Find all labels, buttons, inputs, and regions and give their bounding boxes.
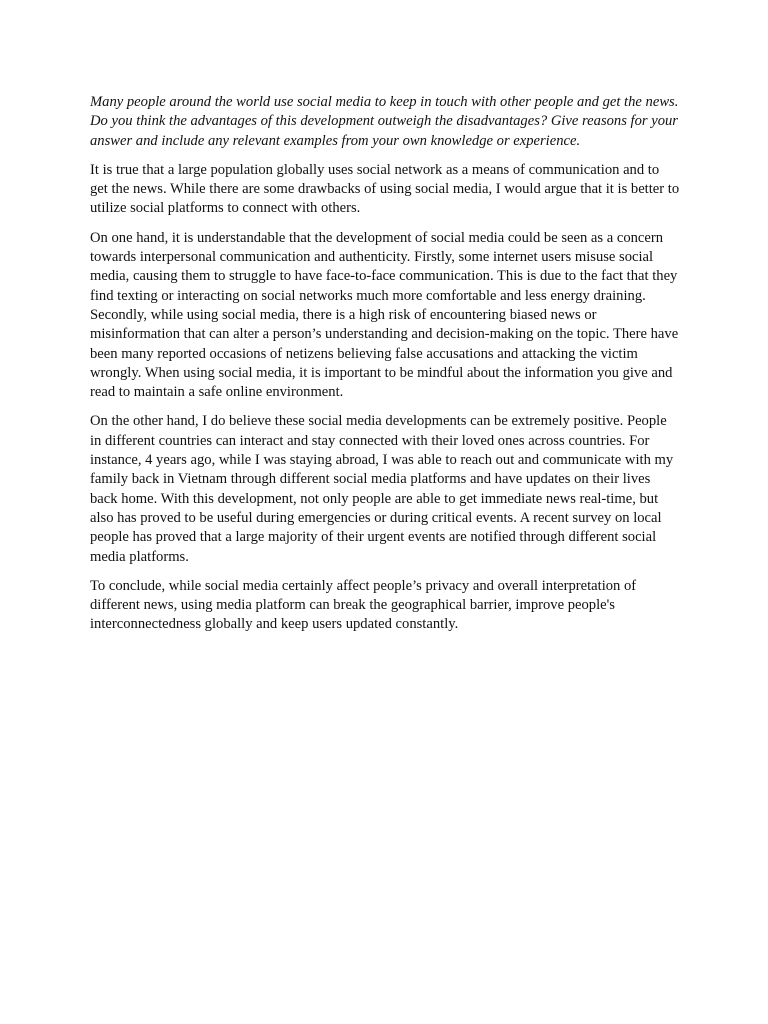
advantages-paragraph: On the other hand, I do believe these social media developments can be extremely positive. People in different countries can interact and stay connected with their loved ones across countries. For instance, 4 years ago, while I was staying abroad, I was able to reach out and communicate with my family back in Vietnam through different social media platforms and have updates on their lives back home. With this development, not only people are able to get immediate news real-time, but also has proved to be useful during emergencies or during critical events. A recent survey on local people has proved that a large majority of their urgent events are notified through different social media platforms. [90, 413, 674, 565]
conclusion-paragraph: To conclude, while social media certainly affect people’s privacy and overall interpretation of different news, using media platform can break the geographical barrier, improve people's interconnectedness globally and keep users updated constantly. [90, 577, 637, 633]
document-page [90, 93, 680, 645]
disadvantages-paragraph: On one hand, it is understandable that the development of social media could be seen as a concern towards interpersonal communication and authenticity. Firstly, some internet users misuse social media, causing them to struggle to have face-to-face communication. This is due to the fact that they find texting or interacting on social networks much more comfortable and less energy draining. Secondly, while using social media, there is a high risk of encountering biased news or misinformation that can alter a person’s understanding and decision-making on the topic. There have been many reported occasions of netizens believing false accusations and attacking the victim wrongly. When using social media, it is important to be mindful about the information you give and read to maintain a safe online environment. [90, 229, 679, 401]
essay-prompt: Many people around the world use social media to keep in touch with other people and get the news. Do you think the advantages of this development outweigh the disadvantages? Give reasons for your answer and include any relevant examples from your own knowledge or experience. [90, 94, 679, 149]
introduction-paragraph: It is true that a large population globally uses social network as a means of communication and to get the news. While there are some drawbacks of using social media, I would argue that it is better to utilize social platforms to connect with others. [90, 161, 680, 217]
